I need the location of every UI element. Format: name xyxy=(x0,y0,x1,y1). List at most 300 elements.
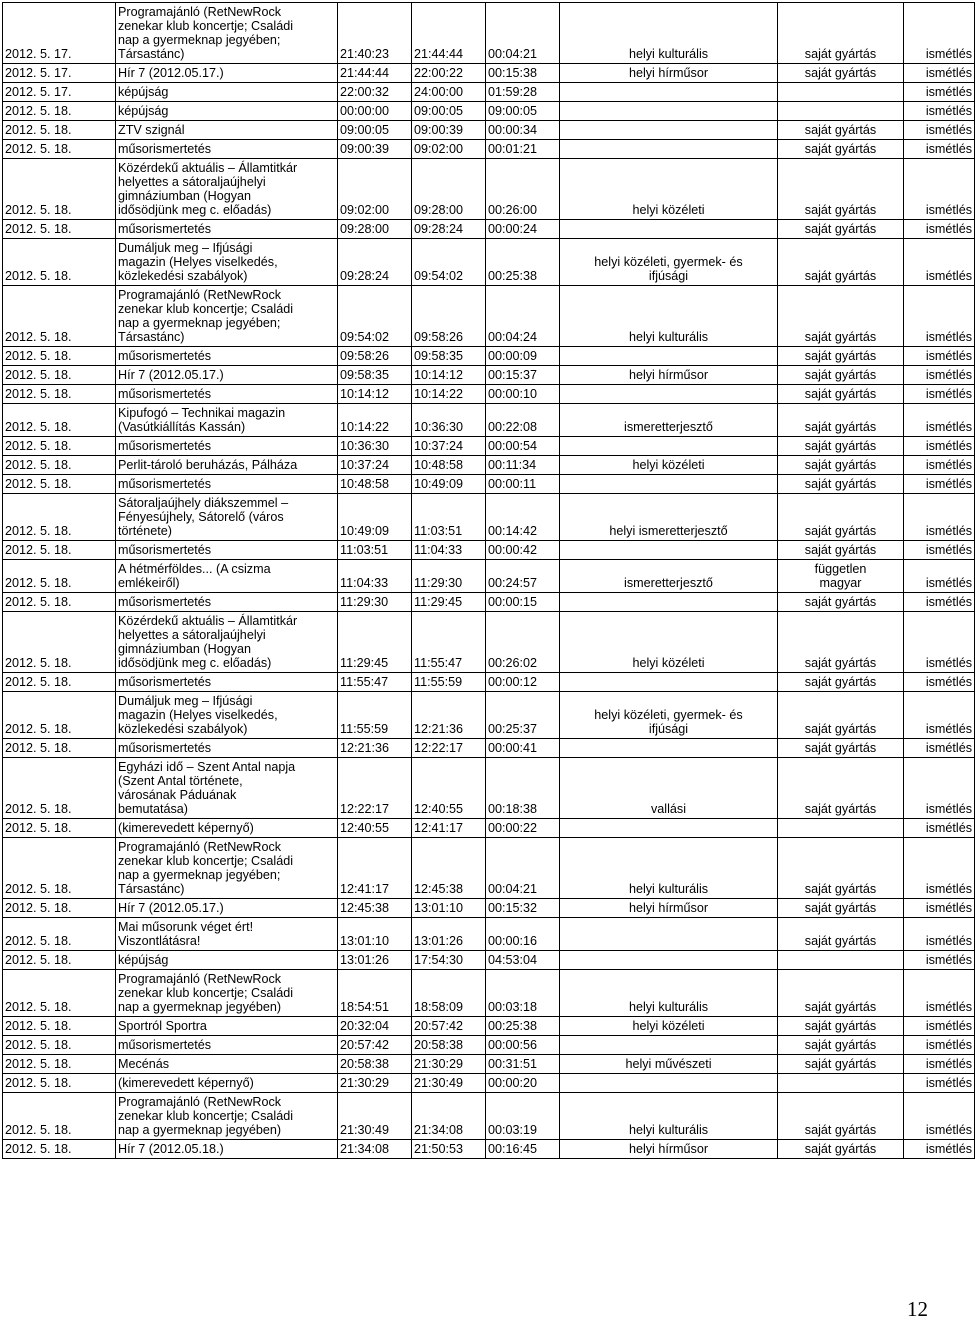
program-type-cell xyxy=(560,593,778,612)
date-cell: 2012. 5. 18. xyxy=(3,404,116,437)
repeat-cell: ismétlés xyxy=(904,102,975,121)
duration-cell: 09:00:05 xyxy=(486,102,560,121)
start-time-cell: 20:32:04 xyxy=(338,1017,412,1036)
title-cell: Hír 7 (2012.05.18.) xyxy=(116,1140,338,1159)
duration-cell: 00:22:08 xyxy=(486,404,560,437)
title-cell: műsorismertetés xyxy=(116,1036,338,1055)
date-cell: 2012. 5. 18. xyxy=(3,739,116,758)
repeat-cell: ismétlés xyxy=(904,437,975,456)
program-type-cell: helyi hírműsor xyxy=(560,899,778,918)
program-type-cell xyxy=(560,475,778,494)
duration-cell: 00:18:38 xyxy=(486,758,560,819)
repeat-cell: ismétlés xyxy=(904,918,975,951)
start-time-cell: 12:21:36 xyxy=(338,739,412,758)
production-cell xyxy=(778,819,904,838)
end-time-cell: 11:29:45 xyxy=(412,593,486,612)
production-cell: saját gyártás xyxy=(778,286,904,347)
duration-cell: 00:00:42 xyxy=(486,541,560,560)
repeat-cell: ismétlés xyxy=(904,951,975,970)
title-cell: Programajánló (RetNewRock zenekar klub koncertje; Családi nap a gyermeknap jegyében; Társastánc) xyxy=(116,286,338,347)
title-cell: Kipufogó – Technikai magazin (Vasútkiállítás Kassán) xyxy=(116,404,338,437)
program-type-cell xyxy=(560,1074,778,1093)
end-time-cell: 12:41:17 xyxy=(412,819,486,838)
start-time-cell: 21:30:49 xyxy=(338,1093,412,1140)
production-cell: saját gyártás xyxy=(778,220,904,239)
table-row xyxy=(3,1036,975,1055)
date-cell: 2012. 5. 18. xyxy=(3,951,116,970)
date-cell: 2012. 5. 18. xyxy=(3,385,116,404)
title-cell: képújság xyxy=(116,951,338,970)
date-cell: 2012. 5. 18. xyxy=(3,366,116,385)
program-type-cell: helyi kulturális xyxy=(560,970,778,1017)
start-time-cell: 11:29:45 xyxy=(338,612,412,673)
end-time-cell: 17:54:30 xyxy=(412,951,486,970)
program-type-cell xyxy=(560,347,778,366)
start-time-cell: 12:41:17 xyxy=(338,838,412,899)
date-cell: 2012. 5. 18. xyxy=(3,1017,116,1036)
table-row xyxy=(3,593,975,612)
start-time-cell: 21:34:08 xyxy=(338,1140,412,1159)
production-cell: saját gyártás xyxy=(778,456,904,475)
table-row xyxy=(3,673,975,692)
date-cell: 2012. 5. 18. xyxy=(3,593,116,612)
repeat-cell: ismétlés xyxy=(904,404,975,437)
program-type-cell xyxy=(560,951,778,970)
end-time-cell: 10:14:12 xyxy=(412,366,486,385)
table-row xyxy=(3,951,975,970)
repeat-cell: ismétlés xyxy=(904,819,975,838)
start-time-cell: 09:28:24 xyxy=(338,239,412,286)
table-row xyxy=(3,159,975,220)
program-type-cell xyxy=(560,739,778,758)
duration-cell: 00:00:22 xyxy=(486,819,560,838)
production-cell: saját gyártás xyxy=(778,838,904,899)
duration-cell: 00:03:19 xyxy=(486,1093,560,1140)
table-row xyxy=(3,220,975,239)
duration-cell: 00:14:42 xyxy=(486,494,560,541)
date-cell: 2012. 5. 18. xyxy=(3,159,116,220)
start-time-cell: 12:40:55 xyxy=(338,819,412,838)
title-cell: Mai műsorunk véget ért! Viszontlátásra! xyxy=(116,918,338,951)
repeat-cell: ismétlés xyxy=(904,739,975,758)
repeat-cell: ismétlés xyxy=(904,385,975,404)
start-time-cell: 22:00:32 xyxy=(338,83,412,102)
date-cell: 2012. 5. 18. xyxy=(3,1036,116,1055)
date-cell: 2012. 5. 18. xyxy=(3,1074,116,1093)
table-row xyxy=(3,739,975,758)
repeat-cell: ismétlés xyxy=(904,286,975,347)
start-time-cell: 20:58:38 xyxy=(338,1055,412,1074)
repeat-cell: ismétlés xyxy=(904,1055,975,1074)
start-time-cell: 12:22:17 xyxy=(338,758,412,819)
date-cell: 2012. 5. 18. xyxy=(3,560,116,593)
date-cell: 2012. 5. 18. xyxy=(3,475,116,494)
end-time-cell: 09:28:00 xyxy=(412,159,486,220)
production-cell: saját gyártás xyxy=(778,366,904,385)
title-cell: ZTV szignál xyxy=(116,121,338,140)
start-time-cell: 09:58:35 xyxy=(338,366,412,385)
title-cell: műsorismertetés xyxy=(116,475,338,494)
duration-cell: 00:26:02 xyxy=(486,612,560,673)
title-cell: Programajánló (RetNewRock zenekar klub koncertje; Családi nap a gyermeknap jegyében) xyxy=(116,1093,338,1140)
repeat-cell: ismétlés xyxy=(904,673,975,692)
program-type-cell: helyi közéleti xyxy=(560,1017,778,1036)
start-time-cell: 09:00:05 xyxy=(338,121,412,140)
page-number: 12 xyxy=(907,1297,928,1321)
duration-cell: 01:59:28 xyxy=(486,83,560,102)
title-cell: Közérdekű aktuális – Államtitkár helyettes a sátoraljaújhelyi gimnáziumban (Hogyan idősödjünk meg c. előadás) xyxy=(116,612,338,673)
end-time-cell: 12:22:17 xyxy=(412,739,486,758)
program-type-cell: helyi kulturális xyxy=(560,838,778,899)
start-time-cell: 10:49:09 xyxy=(338,494,412,541)
date-cell: 2012. 5. 18. xyxy=(3,838,116,899)
duration-cell: 00:24:57 xyxy=(486,560,560,593)
production-cell: saját gyártás xyxy=(778,758,904,819)
start-time-cell: 13:01:26 xyxy=(338,951,412,970)
program-type-cell: helyi hírműsor xyxy=(560,1140,778,1159)
title-cell: műsorismertetés xyxy=(116,673,338,692)
program-type-cell xyxy=(560,140,778,159)
program-type-cell xyxy=(560,918,778,951)
start-time-cell: 21:30:29 xyxy=(338,1074,412,1093)
end-time-cell: 21:50:53 xyxy=(412,1140,486,1159)
title-cell: műsorismertetés xyxy=(116,437,338,456)
duration-cell: 00:00:24 xyxy=(486,220,560,239)
table-row xyxy=(3,1074,975,1093)
table-row xyxy=(3,437,975,456)
table-row xyxy=(3,1140,975,1159)
title-cell: műsorismertetés xyxy=(116,739,338,758)
title-cell: műsorismertetés xyxy=(116,385,338,404)
end-time-cell: 10:36:30 xyxy=(412,404,486,437)
table-row xyxy=(3,692,975,739)
repeat-cell: ismétlés xyxy=(904,1074,975,1093)
program-type-cell xyxy=(560,1036,778,1055)
program-type-cell: helyi hírműsor xyxy=(560,366,778,385)
production-cell: saját gyártás xyxy=(778,1036,904,1055)
title-cell: (kimerevedett képernyő) xyxy=(116,819,338,838)
date-cell: 2012. 5. 18. xyxy=(3,612,116,673)
title-cell: műsorismertetés xyxy=(116,220,338,239)
repeat-cell: ismétlés xyxy=(904,560,975,593)
start-time-cell: 21:40:23 xyxy=(338,3,412,64)
duration-cell: 00:25:38 xyxy=(486,239,560,286)
start-time-cell: 09:54:02 xyxy=(338,286,412,347)
end-time-cell: 12:45:38 xyxy=(412,838,486,899)
end-time-cell: 12:21:36 xyxy=(412,692,486,739)
title-cell: Perlit-tároló beruházás, Pálháza xyxy=(116,456,338,475)
duration-cell: 00:00:41 xyxy=(486,739,560,758)
end-time-cell: 11:04:33 xyxy=(412,541,486,560)
duration-cell: 00:00:11 xyxy=(486,475,560,494)
date-cell: 2012. 5. 18. xyxy=(3,102,116,121)
date-cell: 2012. 5. 18. xyxy=(3,1140,116,1159)
duration-cell: 00:25:38 xyxy=(486,1017,560,1036)
title-cell: Hír 7 (2012.05.17.) xyxy=(116,64,338,83)
end-time-cell: 21:30:29 xyxy=(412,1055,486,1074)
production-cell: saját gyártás xyxy=(778,899,904,918)
repeat-cell: ismétlés xyxy=(904,220,975,239)
repeat-cell: ismétlés xyxy=(904,1036,975,1055)
duration-cell: 00:11:34 xyxy=(486,456,560,475)
program-type-cell xyxy=(560,819,778,838)
production-cell: saját gyártás xyxy=(778,347,904,366)
repeat-cell: ismétlés xyxy=(904,1140,975,1159)
production-cell: saját gyártás xyxy=(778,64,904,83)
repeat-cell: ismétlés xyxy=(904,159,975,220)
production-cell: saját gyártás xyxy=(778,612,904,673)
title-cell: Közérdekű aktuális – Államtitkár helyettes a sátoraljaújhelyi gimnáziumban (Hogyan idősödjünk meg c. előadás) xyxy=(116,159,338,220)
start-time-cell: 12:45:38 xyxy=(338,899,412,918)
date-cell: 2012. 5. 18. xyxy=(3,819,116,838)
end-time-cell: 13:01:26 xyxy=(412,918,486,951)
program-type-cell: vallási xyxy=(560,758,778,819)
table-row xyxy=(3,612,975,673)
date-cell: 2012. 5. 18. xyxy=(3,899,116,918)
repeat-cell: ismétlés xyxy=(904,1093,975,1140)
end-time-cell: 18:58:09 xyxy=(412,970,486,1017)
program-type-cell xyxy=(560,83,778,102)
table-row xyxy=(3,121,975,140)
end-time-cell: 09:00:39 xyxy=(412,121,486,140)
production-cell: saját gyártás xyxy=(778,1093,904,1140)
table-row xyxy=(3,541,975,560)
date-cell: 2012. 5. 18. xyxy=(3,140,116,159)
title-cell: Programajánló (RetNewRock zenekar klub koncertje; Családi nap a gyermeknap jegyében; Társastánc) xyxy=(116,838,338,899)
end-time-cell: 09:58:35 xyxy=(412,347,486,366)
end-time-cell: 24:00:00 xyxy=(412,83,486,102)
date-cell: 2012. 5. 18. xyxy=(3,692,116,739)
duration-cell: 00:04:21 xyxy=(486,3,560,64)
end-time-cell: 11:55:59 xyxy=(412,673,486,692)
table-row xyxy=(3,819,975,838)
start-time-cell: 00:00:00 xyxy=(338,102,412,121)
duration-cell: 00:00:34 xyxy=(486,121,560,140)
table-row xyxy=(3,1017,975,1036)
start-time-cell: 10:37:24 xyxy=(338,456,412,475)
table-row xyxy=(3,239,975,286)
start-time-cell: 09:02:00 xyxy=(338,159,412,220)
title-cell: műsorismertetés xyxy=(116,593,338,612)
start-time-cell: 09:58:26 xyxy=(338,347,412,366)
program-type-cell: helyi kulturális xyxy=(560,3,778,64)
end-time-cell: 11:55:47 xyxy=(412,612,486,673)
duration-cell: 04:53:04 xyxy=(486,951,560,970)
title-cell: Dumáljuk meg – Ifjúsági magazin (Helyes viselkedés, közlekedési szabályok) xyxy=(116,239,338,286)
program-type-cell: helyi kulturális xyxy=(560,286,778,347)
production-cell: saját gyártás xyxy=(778,1017,904,1036)
date-cell: 2012. 5. 18. xyxy=(3,347,116,366)
repeat-cell: ismétlés xyxy=(904,64,975,83)
production-cell: saját gyártás xyxy=(778,1055,904,1074)
title-cell: Hír 7 (2012.05.17.) xyxy=(116,366,338,385)
end-time-cell: 10:14:22 xyxy=(412,385,486,404)
duration-cell: 00:04:21 xyxy=(486,838,560,899)
date-cell: 2012. 5. 17. xyxy=(3,64,116,83)
repeat-cell: ismétlés xyxy=(904,494,975,541)
date-cell: 2012. 5. 18. xyxy=(3,220,116,239)
duration-cell: 00:26:00 xyxy=(486,159,560,220)
duration-cell: 00:31:51 xyxy=(486,1055,560,1074)
duration-cell: 00:00:12 xyxy=(486,673,560,692)
date-cell: 2012. 5. 18. xyxy=(3,121,116,140)
start-time-cell: 13:01:10 xyxy=(338,918,412,951)
table-row xyxy=(3,1093,975,1140)
end-time-cell: 11:03:51 xyxy=(412,494,486,541)
program-type-cell xyxy=(560,121,778,140)
program-type-cell xyxy=(560,385,778,404)
broadcast-schedule-table xyxy=(2,2,975,1159)
end-time-cell: 21:44:44 xyxy=(412,3,486,64)
repeat-cell: ismétlés xyxy=(904,899,975,918)
date-cell: 2012. 5. 18. xyxy=(3,286,116,347)
duration-cell: 00:00:09 xyxy=(486,347,560,366)
repeat-cell: ismétlés xyxy=(904,593,975,612)
start-time-cell: 11:29:30 xyxy=(338,593,412,612)
start-time-cell: 10:14:22 xyxy=(338,404,412,437)
title-cell: Dumáljuk meg – Ifjúsági magazin (Helyes viselkedés, közlekedési szabályok) xyxy=(116,692,338,739)
title-cell: Hír 7 (2012.05.17.) xyxy=(116,899,338,918)
duration-cell: 00:00:16 xyxy=(486,918,560,951)
repeat-cell: ismétlés xyxy=(904,3,975,64)
program-type-cell: helyi közéleti, gyermek- és ifjúsági xyxy=(560,239,778,286)
production-cell xyxy=(778,102,904,121)
program-type-cell: ismeretterjesztő xyxy=(560,560,778,593)
date-cell: 2012. 5. 17. xyxy=(3,83,116,102)
program-type-cell: helyi közéleti xyxy=(560,159,778,220)
date-cell: 2012. 5. 17. xyxy=(3,3,116,64)
table-row xyxy=(3,899,975,918)
program-type-cell xyxy=(560,437,778,456)
title-cell: Egyházi idő – Szent Antal napja (Szent Antal története, városának Páduának bemutatása) xyxy=(116,758,338,819)
date-cell: 2012. 5. 18. xyxy=(3,758,116,819)
program-type-cell: helyi kulturális xyxy=(560,1093,778,1140)
program-type-cell xyxy=(560,541,778,560)
production-cell: saját gyártás xyxy=(778,239,904,286)
start-time-cell: 11:55:47 xyxy=(338,673,412,692)
table-row xyxy=(3,1055,975,1074)
date-cell: 2012. 5. 18. xyxy=(3,970,116,1017)
production-cell: saját gyártás xyxy=(778,918,904,951)
end-time-cell: 22:00:22 xyxy=(412,64,486,83)
schedule-body xyxy=(3,3,975,1159)
table-row xyxy=(3,64,975,83)
end-time-cell: 09:28:24 xyxy=(412,220,486,239)
production-cell: saját gyártás xyxy=(778,140,904,159)
production-cell: független magyar xyxy=(778,560,904,593)
repeat-cell: ismétlés xyxy=(904,456,975,475)
production-cell: saját gyártás xyxy=(778,673,904,692)
production-cell: saját gyártás xyxy=(778,970,904,1017)
end-time-cell: 09:58:26 xyxy=(412,286,486,347)
start-time-cell: 10:48:58 xyxy=(338,475,412,494)
production-cell: saját gyártás xyxy=(778,3,904,64)
table-row xyxy=(3,758,975,819)
production-cell: saját gyártás xyxy=(778,1140,904,1159)
title-cell: Programajánló (RetNewRock zenekar klub koncertje; Családi nap a gyermeknap jegyében; Társastánc) xyxy=(116,3,338,64)
repeat-cell: ismétlés xyxy=(904,970,975,1017)
table-row xyxy=(3,456,975,475)
table-row xyxy=(3,475,975,494)
program-type-cell: helyi hírműsor xyxy=(560,64,778,83)
title-cell: képújság xyxy=(116,83,338,102)
production-cell xyxy=(778,951,904,970)
date-cell: 2012. 5. 18. xyxy=(3,494,116,541)
table-row xyxy=(3,366,975,385)
repeat-cell: ismétlés xyxy=(904,121,975,140)
duration-cell: 00:03:18 xyxy=(486,970,560,1017)
duration-cell: 00:04:24 xyxy=(486,286,560,347)
repeat-cell: ismétlés xyxy=(904,347,975,366)
title-cell: képújság xyxy=(116,102,338,121)
table-row xyxy=(3,286,975,347)
production-cell: saját gyártás xyxy=(778,475,904,494)
date-cell: 2012. 5. 18. xyxy=(3,918,116,951)
end-time-cell: 10:48:58 xyxy=(412,456,486,475)
duration-cell: 00:00:56 xyxy=(486,1036,560,1055)
repeat-cell: ismétlés xyxy=(904,140,975,159)
repeat-cell: ismétlés xyxy=(904,366,975,385)
production-cell: saját gyártás xyxy=(778,541,904,560)
start-time-cell: 09:28:00 xyxy=(338,220,412,239)
title-cell: Sportról Sportra xyxy=(116,1017,338,1036)
table-row xyxy=(3,83,975,102)
production-cell: saját gyártás xyxy=(778,159,904,220)
date-cell: 2012. 5. 18. xyxy=(3,673,116,692)
title-cell: A hétmérföldes... (A csizma emlékeiről) xyxy=(116,560,338,593)
start-time-cell: 10:36:30 xyxy=(338,437,412,456)
date-cell: 2012. 5. 18. xyxy=(3,239,116,286)
program-type-cell xyxy=(560,102,778,121)
duration-cell: 00:15:32 xyxy=(486,899,560,918)
production-cell xyxy=(778,1074,904,1093)
production-cell: saját gyártás xyxy=(778,739,904,758)
end-time-cell: 13:01:10 xyxy=(412,899,486,918)
duration-cell: 00:15:38 xyxy=(486,64,560,83)
production-cell: saját gyártás xyxy=(778,437,904,456)
program-type-cell: ismeretterjesztő xyxy=(560,404,778,437)
production-cell: saját gyártás xyxy=(778,494,904,541)
start-time-cell: 11:03:51 xyxy=(338,541,412,560)
repeat-cell: ismétlés xyxy=(904,758,975,819)
title-cell: műsorismertetés xyxy=(116,347,338,366)
title-cell: Programajánló (RetNewRock zenekar klub koncertje; Családi nap a gyermeknap jegyében) xyxy=(116,970,338,1017)
program-type-cell xyxy=(560,673,778,692)
table-row xyxy=(3,918,975,951)
table-row xyxy=(3,838,975,899)
table-row xyxy=(3,560,975,593)
end-time-cell: 20:57:42 xyxy=(412,1017,486,1036)
production-cell: saját gyártás xyxy=(778,692,904,739)
program-type-cell: helyi közéleti xyxy=(560,612,778,673)
end-time-cell: 10:37:24 xyxy=(412,437,486,456)
production-cell: saját gyártás xyxy=(778,385,904,404)
end-time-cell: 12:40:55 xyxy=(412,758,486,819)
duration-cell: 00:00:15 xyxy=(486,593,560,612)
date-cell: 2012. 5. 18. xyxy=(3,1055,116,1074)
start-time-cell: 10:14:12 xyxy=(338,385,412,404)
date-cell: 2012. 5. 18. xyxy=(3,1093,116,1140)
start-time-cell: 09:00:39 xyxy=(338,140,412,159)
date-cell: 2012. 5. 18. xyxy=(3,541,116,560)
table-row xyxy=(3,140,975,159)
repeat-cell: ismétlés xyxy=(904,692,975,739)
table-row xyxy=(3,494,975,541)
end-time-cell: 09:02:00 xyxy=(412,140,486,159)
start-time-cell: 11:04:33 xyxy=(338,560,412,593)
start-time-cell: 21:44:44 xyxy=(338,64,412,83)
end-time-cell: 11:29:30 xyxy=(412,560,486,593)
